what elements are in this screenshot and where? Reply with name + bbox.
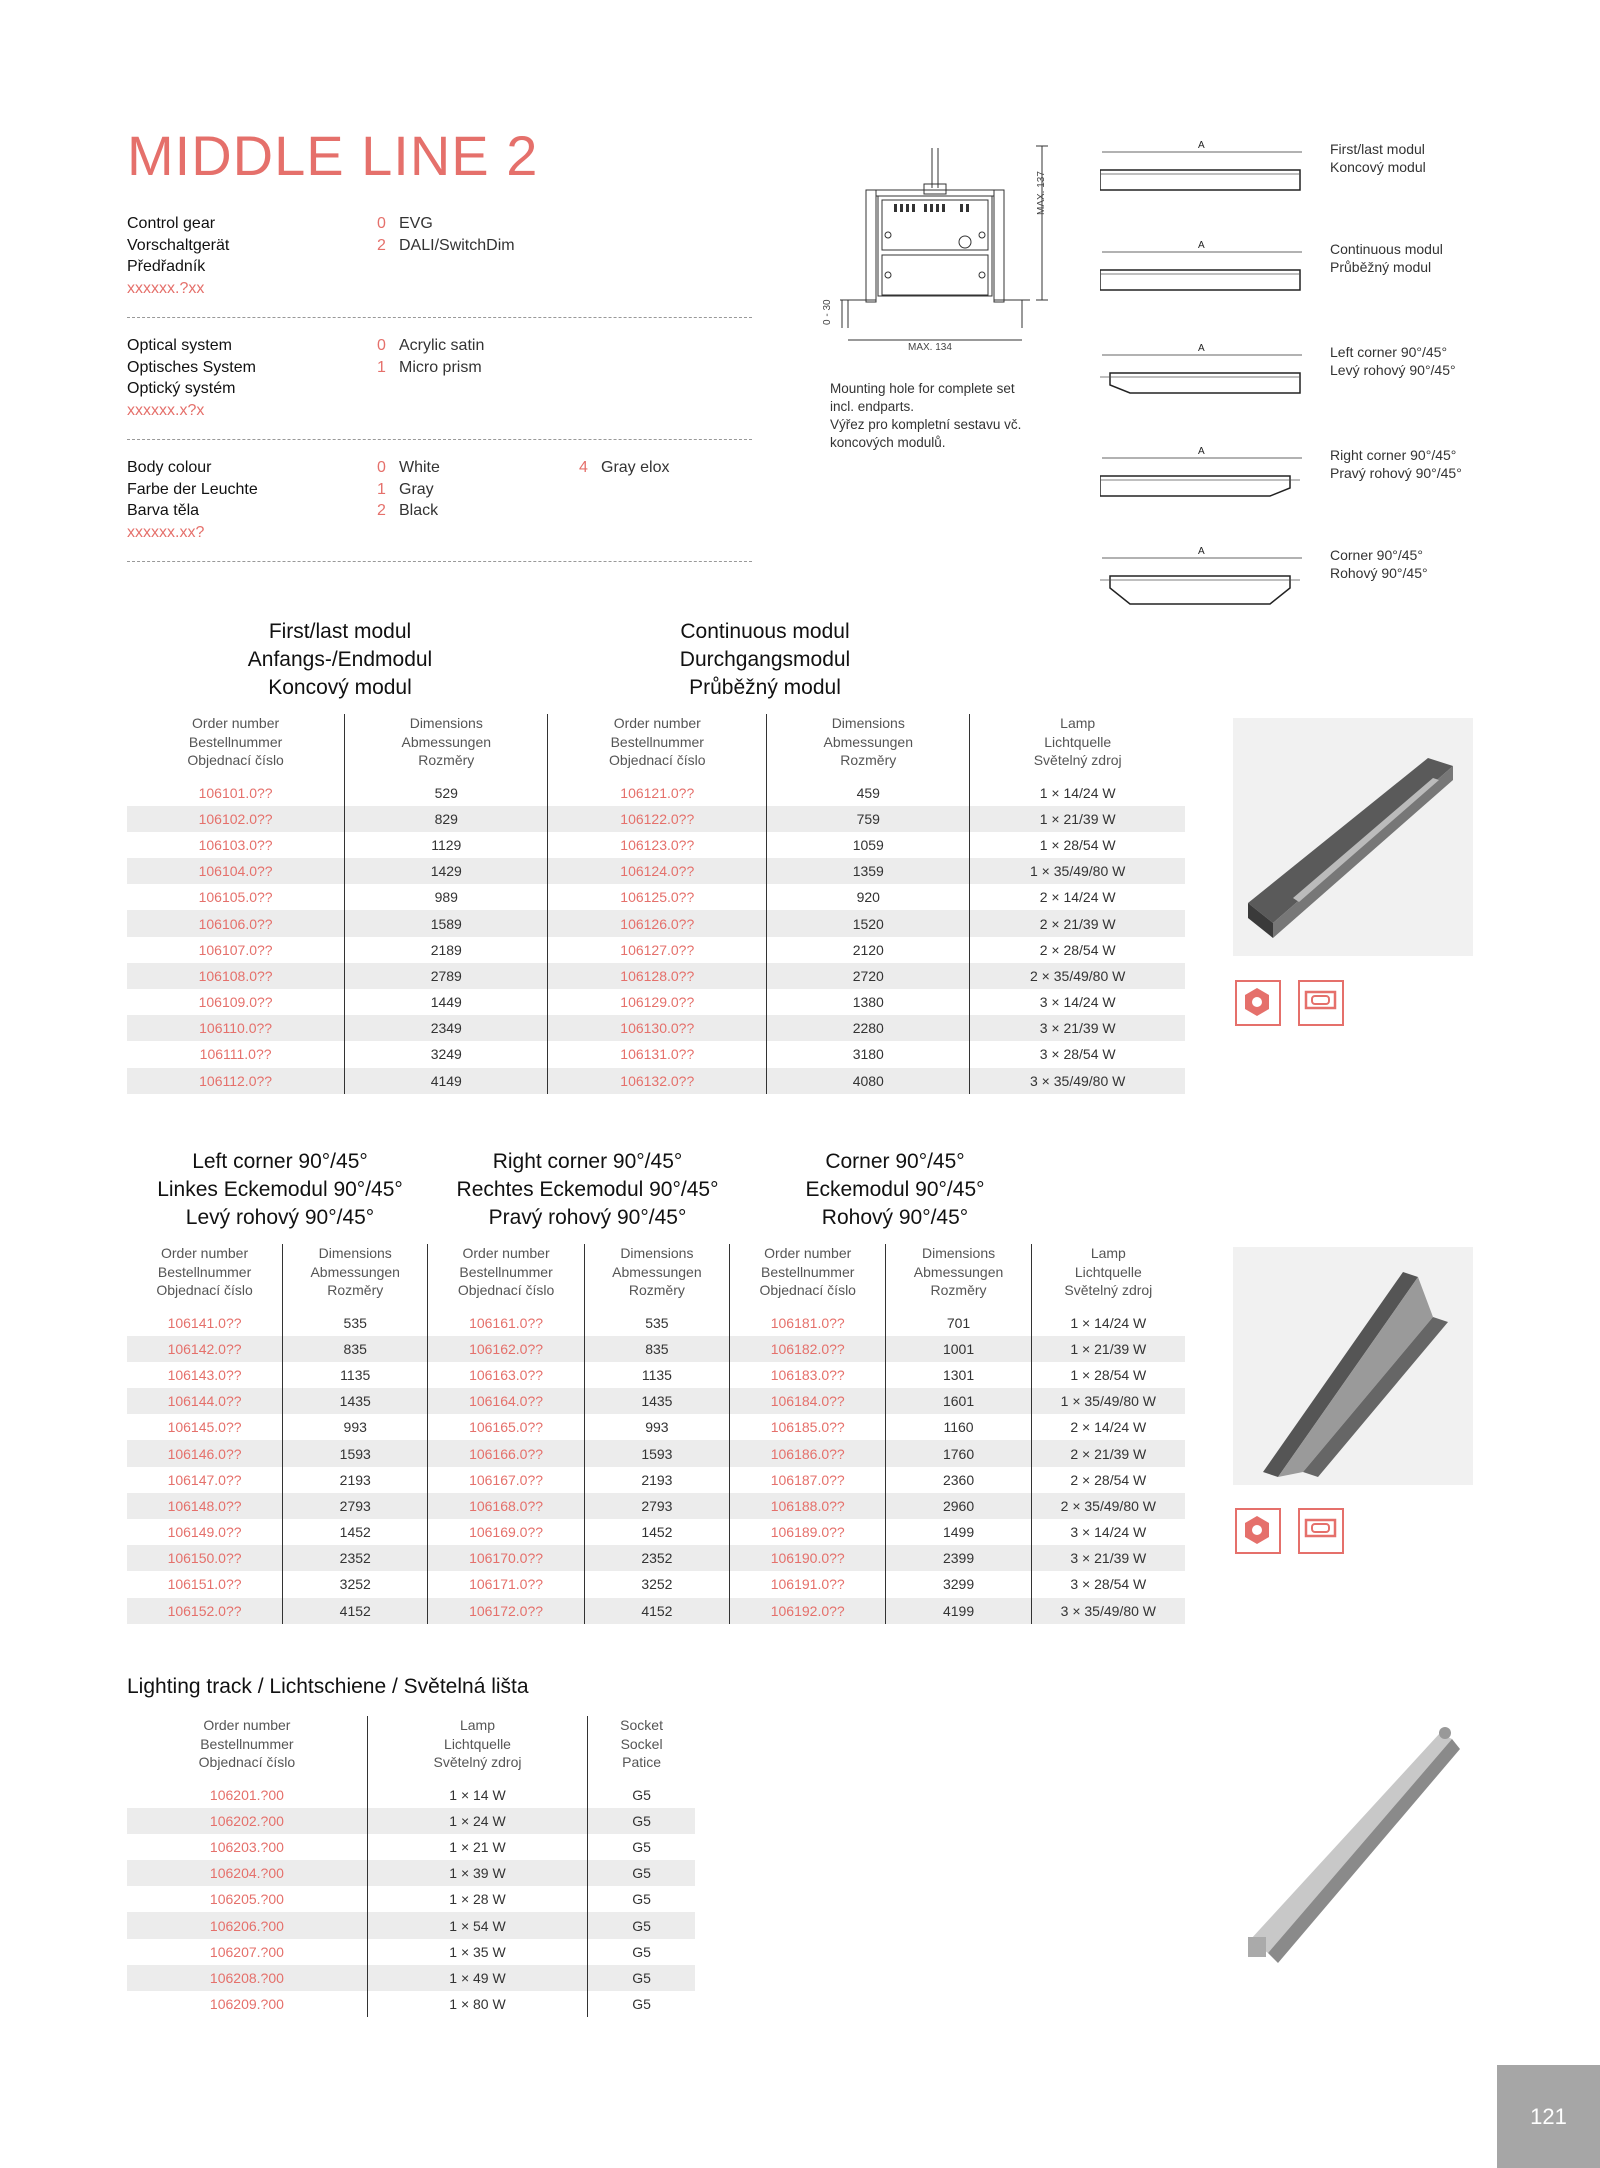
option-values: 0 Acrylic satin 1 Micro prism [377, 337, 485, 376]
order-number-cell: 106105.0?? [127, 884, 345, 910]
value-cell: 1 × 14/24 W [1039, 784, 1116, 801]
order-number-cell: 106102.0?? [127, 806, 345, 832]
value-cell: 1601 [886, 1388, 1031, 1414]
dashed-divider [127, 317, 752, 318]
value-cell: 1 × 49 W [367, 1965, 587, 1991]
value-cell: 1449 [345, 989, 548, 1015]
section2-title-c: Corner 90°/45° Eckemodul 90°/45° Rohový 90°/45° [805, 1150, 985, 1229]
module-table-2 [127, 1244, 1185, 1624]
value-cell: 3 × 28/54 W [1070, 1576, 1147, 1593]
order-number-cell: 106186.0?? [730, 1440, 886, 1466]
value-cell: 3249 [345, 1041, 548, 1067]
dim-max137: MAX. 137 [1036, 171, 1047, 215]
value-cell: 1001 [886, 1336, 1031, 1362]
value-cell: 2349 [345, 1015, 548, 1041]
order-number-cell: 106150.0?? [127, 1545, 283, 1571]
value-cell: 1 × 28 W [367, 1886, 587, 1912]
column-header: Lamp Lichtquelle Světelný zdroj [1064, 1245, 1153, 1298]
dimension-a-label: A [1198, 240, 1205, 251]
column-header: Order number Bestellnummer Objednací číslo [127, 714, 345, 780]
table-row [127, 1939, 695, 1965]
value-cell: 2 × 35/49/80 W [1031, 1493, 1185, 1519]
value-cell: 459 [767, 780, 970, 806]
value-cell: 2 × 35/49/80 W [970, 963, 1185, 989]
value-cell: 1359 [767, 858, 970, 884]
dim-0-30: 0 - 30 [822, 299, 833, 325]
table-row [127, 1467, 1185, 1493]
column-header: Dimensions Abmessungen Rozměry [345, 714, 548, 780]
value-cell: 1520 [767, 910, 970, 936]
value-cell: 2 × 14/24 W [1039, 889, 1116, 906]
lighting-track-table [127, 1716, 695, 2017]
order-number-cell: 106131.0?? [548, 1041, 767, 1067]
option-labels: Optical system Optisches System Optický systém xxxxxx.x?x [127, 335, 256, 421]
value-cell: 993 [584, 1414, 729, 1440]
order-number-cell: 106104.0?? [127, 858, 345, 884]
order-number-cell: 106161.0?? [428, 1310, 584, 1336]
value-cell: 2 × 21/39 W [1031, 1440, 1185, 1466]
order-number-cell: 106164.0?? [428, 1388, 584, 1414]
variant-label: Continuous modul Průběžný modul [1330, 241, 1443, 275]
value-cell: 2352 [283, 1545, 428, 1571]
order-number-cell: 106152.0?? [127, 1598, 283, 1624]
table-row [127, 1493, 1185, 1519]
table-row [127, 1782, 695, 1808]
dimension-a-label: A [1198, 140, 1205, 151]
dimension-a-label: A [1198, 446, 1205, 457]
order-number-cell: 106167.0?? [428, 1467, 584, 1493]
value-cell: 2360 [886, 1467, 1031, 1493]
value-cell: 2960 [886, 1493, 1031, 1519]
order-number-cell: 106191.0?? [730, 1571, 886, 1597]
value-cell: G5 [632, 1786, 651, 1803]
table-row [127, 780, 1185, 806]
value-cell: 1452 [584, 1519, 729, 1545]
dim-max134: MAX. 134 [908, 342, 952, 353]
value-cell: 3 × 14/24 W [1039, 994, 1116, 1011]
value-cell: 1059 [767, 832, 970, 858]
order-number-cell: 106169.0?? [428, 1519, 584, 1545]
order-number-cell: 106209.?00 [127, 1991, 367, 2017]
table-row [127, 1571, 1185, 1597]
value-cell: 2793 [283, 1493, 428, 1519]
order-number-cell: 106202.?00 [127, 1808, 367, 1834]
value-cell: 2120 [767, 937, 970, 963]
value-cell: 1435 [283, 1388, 428, 1414]
value-cell: 1 × 21/39 W [1031, 1336, 1185, 1362]
value-cell: 535 [584, 1310, 729, 1336]
order-number-cell: 106128.0?? [548, 963, 767, 989]
order-number-cell: 106112.0?? [127, 1068, 345, 1094]
variant-diagram [1100, 343, 1456, 418]
product-photo-2 [1233, 1247, 1473, 1485]
order-number-cell: 106121.0?? [548, 780, 767, 806]
table-header [127, 1716, 695, 1782]
value-cell: 759 [767, 806, 970, 832]
table-row [127, 1545, 1185, 1571]
value-cell: 1 × 54 W [367, 1912, 587, 1938]
value-cell: 1 × 14/24 W [1070, 1314, 1147, 1331]
dashed-divider [127, 561, 752, 562]
option-values: 0 White 1 Gray 2 Black [377, 459, 440, 519]
order-number-cell: 106143.0?? [127, 1362, 283, 1388]
section2-title-a: Left corner 90°/45° Linkes Eckemodul 90°/45° Levý rohový 90°/45° [157, 1150, 403, 1229]
page-number: 121 [1497, 2065, 1600, 2168]
variant-diagram [1100, 446, 1462, 521]
value-cell: 1593 [584, 1440, 729, 1466]
order-number-cell: 106162.0?? [428, 1336, 584, 1362]
table-row [127, 858, 1185, 884]
table-row [127, 1362, 1185, 1388]
order-number-cell: 106124.0?? [548, 858, 767, 884]
order-number-cell: 106122.0?? [548, 806, 767, 832]
table-row [127, 1015, 1185, 1041]
order-number-cell: 106107.0?? [127, 937, 345, 963]
order-number-cell: 106188.0?? [730, 1493, 886, 1519]
variant-outline-icon [1100, 240, 1310, 310]
order-number-cell: 106151.0?? [127, 1571, 283, 1597]
order-number-cell: 106132.0?? [548, 1068, 767, 1094]
column-header: Dimensions Abmessungen Rozměry [584, 1244, 729, 1310]
value-cell: 4080 [767, 1068, 970, 1094]
table-header [127, 1244, 1185, 1310]
order-number-cell: 106189.0?? [730, 1519, 886, 1545]
value-cell: G5 [588, 1860, 695, 1886]
column-header: Dimensions Abmessungen Rozměry [886, 1244, 1031, 1310]
variant-label: Right corner 90°/45° Pravý rohový 90°/45° [1330, 447, 1462, 481]
value-cell: 1 × 21/39 W [970, 806, 1185, 832]
value-cell: 835 [283, 1336, 428, 1362]
value-cell: 1435 [584, 1388, 729, 1414]
value-cell: 1 × 39 W [367, 1860, 587, 1886]
order-number-cell: 106106.0?? [127, 910, 345, 936]
value-cell: 4152 [283, 1598, 428, 1624]
section3-title: Lighting track / Lichtschiene / Světelná lišta [127, 1675, 529, 1698]
dashed-divider [127, 439, 752, 440]
value-cell: 1 × 80 W [367, 1991, 587, 2017]
order-number-cell: 106145.0?? [127, 1414, 283, 1440]
table-row [127, 1519, 1185, 1545]
dimension-a-label: A [1198, 546, 1205, 557]
value-cell: 4149 [345, 1068, 548, 1094]
option-code: xxxxxx.x?x [127, 401, 205, 419]
order-number-cell: 106203.?00 [127, 1834, 367, 1860]
value-cell: 4199 [886, 1598, 1031, 1624]
variant-label: Left corner 90°/45° Levý rohový 90°/45° [1330, 344, 1456, 378]
column-header: Order number Bestellnummer Objednací číslo [548, 714, 767, 780]
value-cell: 1129 [345, 832, 548, 858]
option-labels: Control gear Vorschaltgerät Předřadník xxxxxx.?xx [127, 213, 229, 299]
value-cell: 1 × 35 W [367, 1939, 587, 1965]
value-cell: 3252 [584, 1571, 729, 1597]
order-number-cell: 106146.0?? [127, 1440, 283, 1466]
order-number-cell: 106204.?00 [127, 1860, 367, 1886]
order-number-cell: 106127.0?? [548, 937, 767, 963]
order-number-cell: 106187.0?? [730, 1467, 886, 1493]
section1-title-a: First/last modul Anfangs-/Endmodul Koncový modul [247, 620, 433, 699]
order-number-cell: 106125.0?? [548, 884, 767, 910]
order-number-cell: 106126.0?? [548, 910, 767, 936]
order-number-cell: 106163.0?? [428, 1362, 584, 1388]
value-cell: 2189 [345, 937, 548, 963]
order-number-cell: 106166.0?? [428, 1440, 584, 1466]
order-number-cell: 106206.?00 [127, 1912, 367, 1938]
recessed-mount-icon [1298, 980, 1344, 1026]
option-code: xxxxxx.xx? [127, 523, 205, 541]
value-cell: 989 [345, 884, 548, 910]
column-header: Socket Sockel Patice [620, 1717, 663, 1770]
value-cell: 2193 [283, 1467, 428, 1493]
order-number-cell: 106149.0?? [127, 1519, 283, 1545]
table-row [127, 1336, 1185, 1362]
value-cell: 2 × 28/54 W [1070, 1471, 1147, 1488]
value-cell: 535 [283, 1310, 428, 1336]
value-cell: 1 × 21 W [367, 1834, 587, 1860]
option-labels: Body colour Farbe der Leuchte Barva těla xxxxxx.xx? [127, 457, 258, 543]
value-cell: 1135 [584, 1362, 729, 1388]
variant-diagram [1100, 240, 1443, 315]
value-cell: 1593 [283, 1440, 428, 1466]
order-number-cell: 106172.0?? [428, 1598, 584, 1624]
table-row [127, 1834, 695, 1860]
value-cell: 2 × 21/39 W [970, 910, 1185, 936]
value-cell: 2793 [584, 1493, 729, 1519]
value-cell: 2 × 14/24 W [1070, 1419, 1147, 1436]
value-cell: 2720 [767, 963, 970, 989]
table-header [127, 714, 1185, 780]
value-cell: 1160 [886, 1414, 1031, 1440]
order-number-cell: 106190.0?? [730, 1545, 886, 1571]
column-header: Dimensions Abmessungen Rozměry [767, 714, 970, 780]
value-cell: 2789 [345, 963, 548, 989]
order-number-cell: 106129.0?? [548, 989, 767, 1015]
cross-section-icon [820, 140, 1070, 370]
order-number-cell: 106110.0?? [127, 1015, 345, 1041]
value-cell: 1760 [886, 1440, 1031, 1466]
variant-outline-icon [1100, 446, 1310, 516]
value-cell: 1 × 28/54 W [1039, 836, 1116, 853]
table-row [127, 1041, 1185, 1067]
value-cell: 3 × 28/54 W [1039, 1046, 1116, 1063]
value-cell: 2193 [584, 1467, 729, 1493]
value-cell: 829 [345, 806, 548, 832]
value-cell: 3299 [886, 1571, 1031, 1597]
table-row [127, 806, 1185, 832]
order-number-cell: 106201.?00 [127, 1782, 367, 1808]
value-cell: 920 [767, 884, 970, 910]
value-cell: 1135 [283, 1362, 428, 1388]
table-row [127, 1310, 1185, 1336]
value-cell: 2280 [767, 1015, 970, 1041]
option-code: xxxxxx.?xx [127, 279, 205, 297]
drawing-caption: Mounting hole for complete set incl. endparts. Výřez pro kompletní sestavu vč. koncových modulů. [830, 381, 1022, 450]
table-row [127, 989, 1185, 1015]
order-number-cell: 106168.0?? [428, 1493, 584, 1519]
table-row [127, 1414, 1185, 1440]
table-row [127, 937, 1185, 963]
order-number-cell: 106141.0?? [127, 1310, 283, 1336]
value-cell: 1 × 24 W [367, 1808, 587, 1834]
value-cell: G5 [588, 1912, 695, 1938]
column-header: Order number Bestellnummer Objednací číslo [428, 1244, 584, 1310]
order-number-cell: 106184.0?? [730, 1388, 886, 1414]
value-cell: 4152 [584, 1598, 729, 1624]
column-header: Lamp Lichtquelle Světelný zdroj [367, 1716, 587, 1782]
order-number-cell: 106208.?00 [127, 1965, 367, 1991]
dimension-a-label: A [1198, 343, 1205, 354]
value-cell: 3252 [283, 1571, 428, 1597]
order-number-cell: 106101.0?? [127, 780, 345, 806]
variant-outline-icon [1100, 546, 1310, 616]
value-cell: G5 [588, 1808, 695, 1834]
order-number-cell: 106109.0?? [127, 989, 345, 1015]
value-cell: 1301 [886, 1362, 1031, 1388]
variant-diagram [1100, 546, 1428, 621]
value-cell: 1 × 35/49/80 W [970, 858, 1185, 884]
order-number-cell: 106207.?00 [127, 1939, 367, 1965]
order-number-cell: 106111.0?? [127, 1041, 345, 1067]
order-number-cell: 106108.0?? [127, 963, 345, 989]
value-cell: 3 × 21/39 W [1031, 1545, 1185, 1571]
value-cell: G5 [632, 1891, 651, 1908]
table-row [127, 1965, 695, 1991]
value-cell: G5 [588, 1965, 695, 1991]
order-number-cell: 106148.0?? [127, 1493, 283, 1519]
value-cell: 3 × 35/49/80 W [1031, 1598, 1185, 1624]
value-cell: 993 [283, 1414, 428, 1440]
column-header: Order number Bestellnummer Objednací číslo [730, 1244, 886, 1310]
value-cell: 3180 [767, 1041, 970, 1067]
column-header: Dimensions Abmessungen Rozměry [283, 1244, 428, 1310]
column-header: Lamp Lichtquelle Světelný zdroj [1033, 715, 1122, 768]
table-row [127, 963, 1185, 989]
order-number-cell: 106144.0?? [127, 1388, 283, 1414]
order-number-cell: 106103.0?? [127, 832, 345, 858]
value-cell: 1380 [767, 989, 970, 1015]
section1-title-b: Continuous modul Durchgangsmodul Průběžný modul [679, 620, 851, 699]
value-cell: G5 [632, 1996, 651, 2013]
ip-rating-icon [1235, 980, 1281, 1026]
value-cell: 1 × 28/54 W [1070, 1366, 1147, 1383]
variant-outline-icon [1100, 343, 1310, 413]
value-cell: G5 [632, 1943, 651, 1960]
value-cell: 2352 [584, 1545, 729, 1571]
table-row [127, 1068, 1185, 1094]
order-number-cell: 106130.0?? [548, 1015, 767, 1041]
value-cell: G5 [632, 1838, 651, 1855]
order-number-cell: 106165.0?? [428, 1414, 584, 1440]
value-cell: 1 × 14 W [367, 1782, 587, 1808]
variant-label: Corner 90°/45° Rohový 90°/45° [1330, 547, 1428, 581]
ip-rating-icon-2 [1235, 1508, 1281, 1554]
table-row [127, 1388, 1185, 1414]
table-row [127, 1991, 695, 2017]
order-number-cell: 106171.0?? [428, 1571, 584, 1597]
table-row [127, 1912, 695, 1938]
value-cell: 835 [584, 1336, 729, 1362]
variant-diagram [1100, 140, 1426, 215]
order-number-cell: 106147.0?? [127, 1467, 283, 1493]
order-number-cell: 106181.0?? [730, 1310, 886, 1336]
value-cell: 1429 [345, 858, 548, 884]
option-values: 4 Gray elox [579, 459, 670, 476]
module-table-1 [127, 714, 1185, 1094]
order-number-cell: 106182.0?? [730, 1336, 886, 1362]
value-cell: 3 × 35/49/80 W [970, 1068, 1185, 1094]
order-number-cell: 106142.0?? [127, 1336, 283, 1362]
option-values: 0 EVG 2 DALI/SwitchDim [377, 215, 515, 254]
order-number-cell: 106185.0?? [730, 1414, 886, 1440]
table-row [127, 1860, 695, 1886]
value-cell: 2 × 28/54 W [1039, 941, 1116, 958]
value-cell: 3 × 21/39 W [970, 1015, 1185, 1041]
value-cell: 1589 [345, 910, 548, 936]
value-cell: 1 × 35/49/80 W [1031, 1388, 1185, 1414]
variant-outline-icon [1100, 140, 1310, 210]
recessed-mount-icon-2 [1298, 1508, 1344, 1554]
value-cell: 2399 [886, 1545, 1031, 1571]
value-cell: 1452 [283, 1519, 428, 1545]
order-number-cell: 106192.0?? [730, 1598, 886, 1624]
table-row [127, 1598, 1185, 1624]
column-header: Order number Bestellnummer Objednací číslo [127, 1716, 367, 1782]
lighting-track-photo [1240, 1715, 1480, 1965]
table-row [127, 910, 1185, 936]
order-number-cell: 106123.0?? [548, 832, 767, 858]
table-row [127, 1886, 695, 1912]
value-cell: 701 [886, 1310, 1031, 1336]
value-cell: 529 [345, 780, 548, 806]
order-number-cell: 106205.?00 [127, 1886, 367, 1912]
variant-label: First/last modul Koncový modul [1330, 141, 1426, 175]
page-title: MIDDLE LINE 2 [127, 124, 539, 187]
table-row [127, 1440, 1185, 1466]
value-cell: 1499 [886, 1519, 1031, 1545]
section2-title-b: Right corner 90°/45° Rechtes Eckemodul 90°/45° Pravý rohový 90°/45° [456, 1150, 719, 1229]
value-cell: 3 × 14/24 W [1070, 1524, 1147, 1541]
table-row [127, 832, 1185, 858]
column-header: Order number Bestellnummer Objednací číslo [127, 1244, 283, 1310]
order-number-cell: 106183.0?? [730, 1362, 886, 1388]
table-row [127, 1808, 695, 1834]
product-photo-1 [1233, 718, 1473, 956]
table-row [127, 884, 1185, 910]
order-number-cell: 106170.0?? [428, 1545, 584, 1571]
